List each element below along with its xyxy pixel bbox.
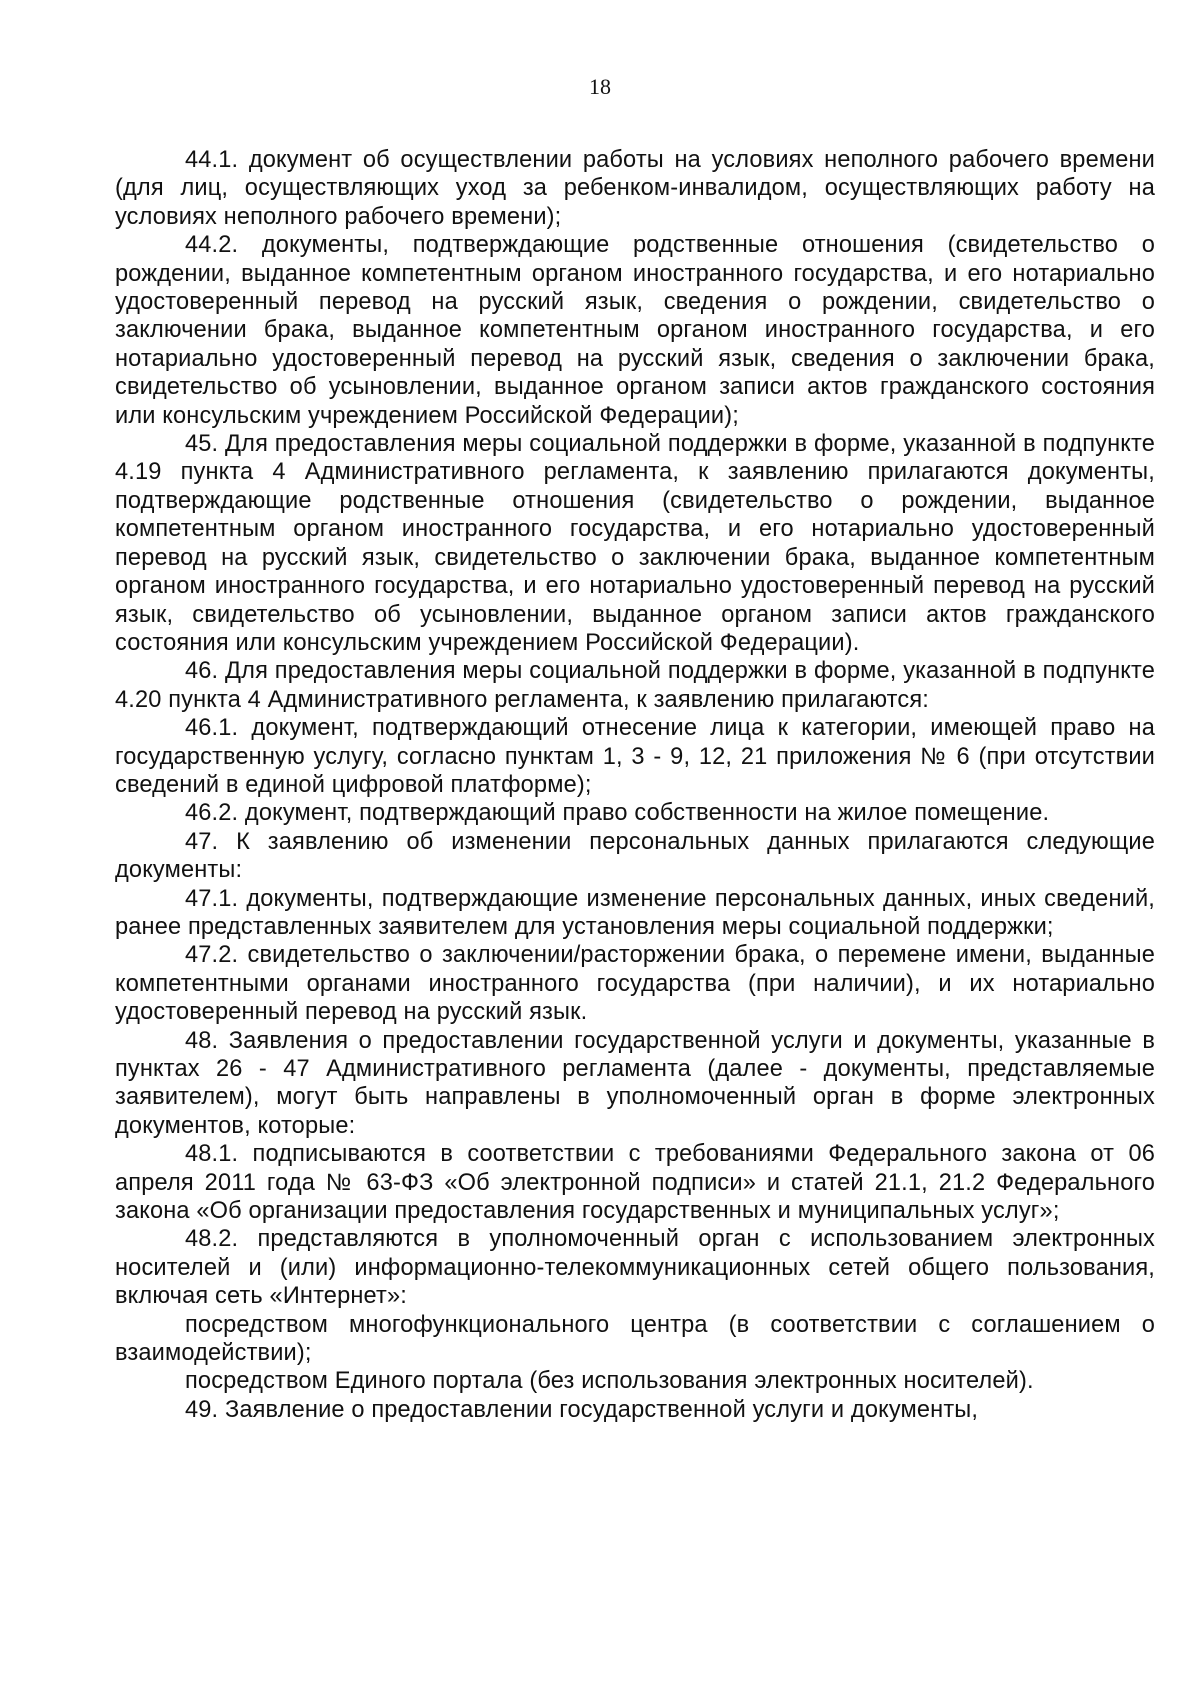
paragraph-mfc: посредством многофункционального центра (в соответствии с соглашением о взаимодействии); [115,1311,1155,1367]
paragraph-47-2: 47.2. свидетельство о заключении/расторжении брака, о перемене имени, выданные компетентными органами иностранного государства (при наличии), и их нотариально удостоверенный перевод на русский язык. [115,942,1155,1026]
paragraph-unified-portal: посредством Единого портала (без использования электронных носителей). [185,1368,1034,1395]
paragraph-46-1: 46.1. документ, подтверждающий отнесение лица к категории, имеющей право на государственную услугу, согласно пунктам 1, 3 - 9, 12, 21 приложения № 6 (при отсутствии сведений в единой цифровой платформе); [115,715,1155,798]
paragraph-48-1: 48.1. подписываются в соответствии с требованиями Федерального закона от 06 апреля 2011 года № 63-ФЗ «Об электронной подписи» и статей 21.1, 21.2 Федерального закона «Об организации предоставления государственных и муниципальных услуг»; [115,1141,1155,1225]
paragraph-47: 47. К заявлению об изменении персональных данных прилагаются следующие документы: [115,828,1155,884]
paragraph-47-1: 47.1. документы, подтверждающие изменение персональных данных, иных сведений, ранее представленных заявителем для установления меры социальной поддержки; [115,885,1155,940]
page-number: 18 [589,74,611,99]
paragraph-48: 48. Заявления о предоставлении государственной услуги и документы, указанные в пунктах 26 - 47 Административного регламента (далее - документы, представляемые заявителем), могут быть направлены в уполномоченный орган в форме электронных документов, которые: [115,1027,1155,1139]
paragraph-46-2: 46.2. документ, подтверждающий право собственности на жилое помещение. [185,800,1050,827]
paragraph-45: 45. Для предоставления меры социальной поддержки в форме, указанной в подпункте 4.19 пункта 4 Административного регламента, к заявлению прилагаются документы, подтверждающие родственные отношения (свидетельство о рождении, выданное компетентным органом иностранного государства, и его нотариально удостоверенный перевод на русский язык, свидетельство о заключении брака, выданное компетентным органом иностранного государства, и его нотариально удостоверенный перевод на русский язык, свидетельство об усыновлении, выданное органом записи актов гражданского состояния или консульским учреждением Российской Федерации). [115,431,1155,656]
paragraph-48-2: 48.2. представляются в уполномоченный орган с использованием электронных носителей и (или) информационно-телекоммуникационных сетей общего пользования, включая сеть «Интернет»: [115,1226,1155,1310]
paragraph-46: 46. Для предоставления меры социальной поддержки в форме, указанной в подпункте 4.20 пункта 4 Административного регламента, к заявлению прилагаются: [115,658,1155,713]
paragraph-44-1: 44.1. документ об осуществлении работы на условиях неполного рабочего времени (для лиц, осуществляющих уход за ребенком-инвалидом, осуществляющих работу на условиях неполного рабочего времени); [115,147,1155,230]
document-body [115,146,1155,1424]
paragraph-49: 49. Заявление о предоставлении государственной услуги и документы, [185,1396,979,1423]
paragraph-44-2: 44.2. документы, подтверждающие родственные отношения (свидетельство о рождении, выданное компетентным органом иностранного государства, и его нотариально удостоверенный перевод на русский язык, сведения о рождении, свидетельство о заключении брака, выданное компетентным органом иностранного государства, и его нотариально удостоверенный перевод на русский язык, сведения о заключении брака, свидетельство об усыновлении, выданное органом записи актов гражданского состояния или консульским учреждением Российской Федерации); [115,232,1155,429]
